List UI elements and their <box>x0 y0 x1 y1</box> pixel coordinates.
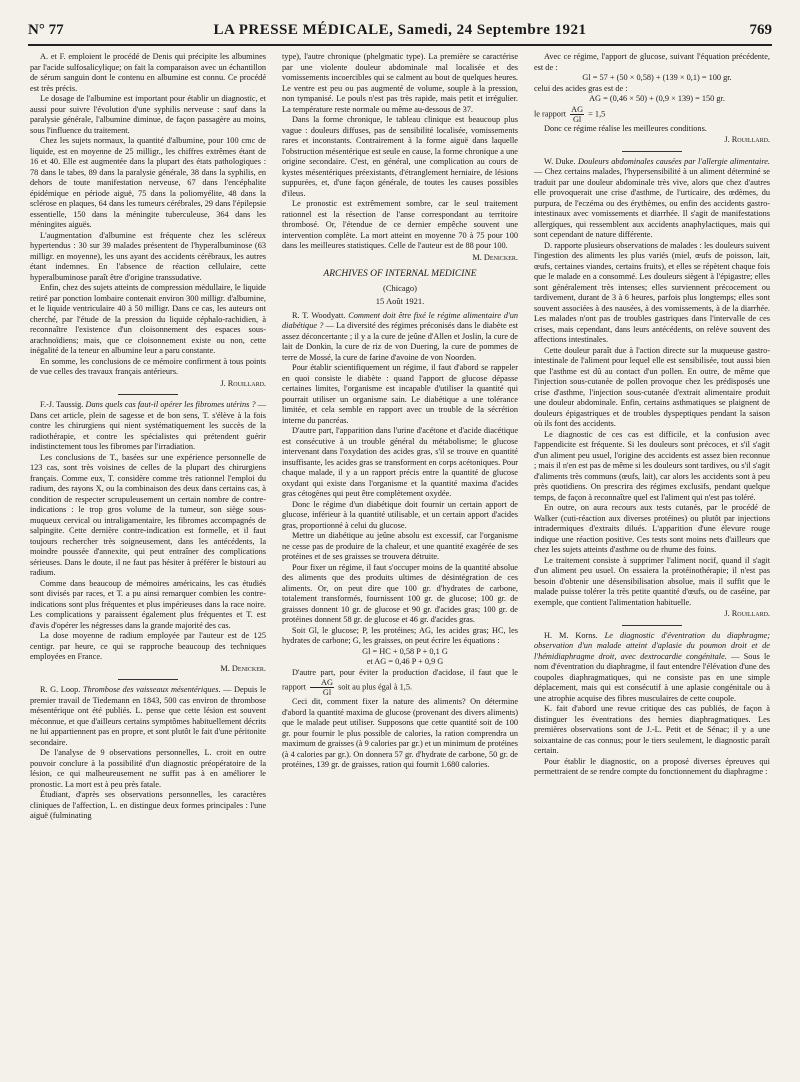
paragraph: L'augmentation d'albumine est fréquente chez les scléreux hypertendus : 30 sur 39 malades présentent de l'hyperalbuminose (63 milligr. en moyenne), les uns ayant des accidents cérébraux, les autres étant indemnes. En l'absence de réaction cellulaire, cette hyperalbuminose paraît être d'origine transsudative. <box>30 230 266 282</box>
paragraph: Les conclusions de T., basées sur une expérience personnelle de 123 cas, sont très voisines de celles de la plupart des chirurgiens français. Comme eux, T. considère comme très rationnel l'emploi du radium, des rayons X, ou la combinaison des deux dans certains cas, à condition de respecter scrupuleusement un certain nombre de contre-indications : le trop gros volume de la tumeur, son siège sous-muqueux cervical ou intraligamentaire, les fibromes accompagnés de salpingite. Cette dernière contre-indication est formelle, et il faut toujours rechercher très soigneusement, dans les antécédents, la moindre poussée d'annexite, qui peut entraîner des complications sérieuses. Dans le doute, il ne faut pas hésiter à préférer le bistouri au radium. <box>30 452 266 577</box>
paragraph-ratio <box>282 668 518 698</box>
equation-glucose: Gl = HC + 0,58 P + 0,1 G <box>362 646 448 656</box>
article-body: — Depuis le premier travail de Tiedemann en 1843, 500 cas environ de thrombose mésentérique ont été publiés. L. pense que cette lésion est souvent méconnue, et que d'ailleurs certains symptômes habituellement décrits ne lui appartiennent pas en propre, et sont plutôt le fait d'une péritonite secondaire. <box>30 685 267 747</box>
article-body: — Chez certains malades, l'hypersensibilité à un aliment déterminé se traduit par une douleur abdominale très vive, alors que chez d'autres elle provoquerait une crise d'asthme, de l'urticaire, des œdèmes, du purpura, de l'eczéma ou des érythèmes, ou enfin des accidents gastro-intestinaux avec vomissements et diarrhée. Il s'agit de manifestations allergiques, qui ressemblent aux accidents anaphylactiques, mais qui sont cependant de nature différente. <box>534 167 770 239</box>
paragraph: De l'analyse de 9 observations personnelles, L. croit en outre pouvoir conclure à la possibilité d'un diagnostic préopératoire de la lésion, ce qui malheureusement ne suffit pas à en améliorer le pronostic. La mort est à peu près fatale. <box>30 748 266 789</box>
paragraph: Avec ce régime, l'apport de glucose, suivant l'équation précédente, est de : <box>534 52 770 72</box>
page-number: 769 <box>749 22 772 38</box>
article-author: R. T. Woodyatt. <box>292 310 346 320</box>
paragraph: Pour fixer un régime, il faut s'occuper moins de la quantité absolue des aliments que des produits ultimes de désintégration de ces aliments. Or, on peut dire que 100 gr. d'hydrates de carbone, totalement transformés, fournissent 100 gr. de glucose; 100 gr. de graisses donnent 10 gr. de glucose et 90 gr. d'acides gras; 100 gr. de protéines donnent 58 gr. de glucose et 46 gr. d'acides gras. <box>282 562 518 624</box>
equation-acids-result: AG = (0,46 × 50) + (0,9 × 139) = 150 gr. <box>589 94 725 103</box>
article-title: Comment doit être fixé le régime alimentaire d'un diabétique ? <box>282 310 518 330</box>
signature: J. Rouillard. <box>724 135 770 144</box>
article-intro <box>30 685 266 748</box>
equation-acids: et AG = 0,46 P + 0,9 G <box>366 657 444 666</box>
paragraph: Comme dans beaucoup de mémoires américains, les cas étudiés sont divisés par races, et T. a pu ainsi remarquer combien les contre-indications sont plus fréquentes et plus impérieuses dans la race noire. Les complications y paraissent également plus fréquentes et T. est d'avis d'opérer les négresses dans la grande majorité des cas. <box>30 578 266 630</box>
fraction-numerator: AG <box>310 678 334 688</box>
equation-glucose-result: Gl = 57 + (50 × 0,58) + (139 × 0,1) = 100 gr. <box>582 73 732 82</box>
section-separator <box>622 151 682 152</box>
article-body: — La diversité des régimes préconisés dans le diabète est assez déconcertante ; il y a la cure de jeûne d'Allen et Joslin, la cure de lait de Donkin, la cure de riz de von Duering, la cure de pommes de terre de Mossé, la cure de farine d'avoine de von Noorden. <box>282 321 518 362</box>
paragraph: Le traitement consiste à supprimer l'aliment nocif, quand il s'agit d'un aliment peu usuel. On essaiera la protéinothérapie; il n'est pas besoin d'obtenir une désensibilisation absolue, mais il suffit que le malade puisse tolérer la très petite quantité d'œufs, ou de caséine, par exemple, que contient l'alimentation habituelle. <box>534 555 770 607</box>
paragraph: D'autre part, l'apparition dans l'urine d'acétone et d'acide diacétique est consécutive à un trouble général du métabolisme; le glucose intervenant dans l'oxydation des acides gras, s'il se trouve en quantité insuffisante, les acides gras se transforment en corps acétoniques. Pour chaque malade, il y a un rapport précis entre la quantité de glucose oxydant qui existe dans l'organisme et la quantité maxima d'acides gras cétogènes qui peut être complètement oxydée. <box>282 426 518 498</box>
paragraph: En outre, on aura recours aux tests cutanés, par le procédé de Walker (cuti-réaction aux diverses protéines) ou plutôt par injections intradermiques d'extraits dilués. L'apparition d'une élevure rouge indique une réaction positive. Ces tests sont moins nets d'ailleurs que chez les sujets atteints d'asthme ou de rhume des foins. <box>534 503 770 554</box>
ratio-text: D'autre part, pour éviter la production d'acidose, il faut que le rapport <box>282 667 518 692</box>
paragraph: La dose moyenne de radium employée par l'auteur est de 125 centigr. par heure, ce qui se rapproche beaucoup des techniques employées en France. <box>30 631 266 661</box>
article-intro <box>30 400 266 453</box>
paragraph: Étudiant, d'après ses observations personnelles, les caractères cliniques de l'affection, L. en distingue deux formes principales : l'une aiguë (fulminating <box>30 790 266 820</box>
paragraph: Le dosage de l'albumine est important pour établir un diagnostic, et aussi pour suivre l'évolution d'une syphilis nerveuse : sauf dans la paralysie générale, l'albumine diminue, de façon passagère au moins, sous l'influence du traitement. <box>30 94 266 135</box>
paragraph: Pour établir le diagnostic, on a proposé diverses épreuves qui permettraient de se rendre compte du fonctionnement du diaphragme : <box>534 756 770 776</box>
journal-date: 15 Août 1921. <box>375 296 425 306</box>
article-title: Thrombose des vaisseaux mésentériques. <box>82 685 221 694</box>
article-author: W. Duke. <box>544 156 576 166</box>
article-intro <box>534 631 770 705</box>
fraction-denominator: Gl <box>322 688 332 697</box>
paragraph: A. et F. emploient le procédé de Denis qui précipite les albumines par l'acide sulfosalicylique; on fait la comparaison avec un échantillon de sérum sanguin dont le contenu en albumine est connu. Ce procédé est très précis. <box>30 52 266 93</box>
paragraph: Donc le régime d'un diabétique doit fournir un certain apport de glucose, inférieur à la quantité utilisable, et un certain apport d'acides gras, proportionné à celui du glucose. <box>282 499 518 530</box>
article-intro <box>534 157 770 241</box>
paragraph: Mettre un diabétique au jeûne absolu est excessif, car l'organisme ne cesse pas de produire de la chaleur, et une quantité exagérée de ses protéines et de ses graisses se trouvera détruite. <box>282 531 518 561</box>
paragraph: K. fait d'abord une revue critique des cas publiés, de façon à distinguer les éventrations des hernies diaphragmatiques. Les premières observations sont de J.-L. Petit et de Sénac; il y a une soixantaine de cas connus; pour le tiers seulement, le diagnostic paraît certain. <box>534 704 770 755</box>
paragraph: Le diagnostic de ces cas est difficile, et la confusion avec l'appendicite est fréquente. Si les douleurs sont précoces, et s'il s'agit d'un aliment peu usuel, l'origine des accidents est assez bien reconnue ; mais il n'en est pas de même si les douleurs sont tardives, ou s'il s'agit d'aliments très communs (œufs, lait), car alors les accidents sont à peu près quotidiens. On prescrira des régimes exclusifs, pendant quelque temps, de façon à reconnaître quel est l'aliment qui n'est pas toléré. <box>534 429 770 502</box>
column-1 <box>30 52 266 822</box>
page-header <box>28 20 772 42</box>
section-separator <box>118 679 178 680</box>
article-author: R. G. Loop. <box>40 685 81 694</box>
article-body: — Dans cet article, plein de sagesse et de bon sens, T. s'élève à la fois contre les chirurgiens qui nient systématiquement les succès de la radiothérapie, et contre les spécialistes qui prétendent guérir indistinctement tous les fibromes par l'irradiation. <box>30 400 267 451</box>
article-body: — Sous le nom d'éventration du diaphragme, il faut entendre l'élévation d'une des coupoles diaphragmatiques, qui ne consiste pas en une simple déplacement, mais qui est consécutif à une aplasie congénitale ou à une atrophie acquise des fibres musculaires de cette coupole. <box>534 651 770 703</box>
journal-city: (Chicago) <box>383 282 417 293</box>
issue-number: N° 77 <box>28 22 64 38</box>
article-title: Dans quels cas faut-il opérer les fibromes utérins ? <box>85 400 256 409</box>
column-2 <box>282 52 518 771</box>
article-title: Douleurs abdominales causées par l'allergie alimentaire. <box>577 156 770 166</box>
header-rule <box>28 44 772 46</box>
paragraph: type), l'autre chronique (phelgmatic type). La première se caractérise par une violente douleur abdominale mal localisée et des vomissements incoercibles qui se calment au bout de quelques heures. Le ventre est peu ou pas augmenté de volume, souple à la pression, non tympanisé. Le pouls n'est pas très rapide, mais petit et irrégulier. La température reste normale ou même au-dessous de 37. <box>282 52 518 114</box>
paragraph: Soit Gl, le glucose; P, les protéines; AG, les acides gras; HC, les hydrates de carbone; G, les graisses, on peut écrire les équations : <box>282 625 518 645</box>
paragraph: Donc ce régime réalise les meilleures conditions. <box>544 123 707 133</box>
publication-title: LA PRESSE MÉDICALE, Samedi, 24 Septembre 1921 <box>213 22 587 38</box>
article-title: Le diagnostic d'éventration du diaphragme; observation d'un malade atteint d'aplasie du poumon droit et de l'hémidiaphragme droit, avec dextrocardie congénitale. <box>534 630 771 661</box>
signature: J. Rouillard. <box>724 609 770 618</box>
signature: M. Denicker. <box>220 663 266 673</box>
paragraph: Cette douleur paraît due à l'action directe sur la muqueuse gastro-intestinale de l'aliment pour lequel elle est sensibilisée, tout aussi bien que l'asthme est dû au contact d'un pollen. En outre, de même que l'injection sous-cutanée de pollen provoque chez les prédisposés une crise d'asthme, l'injection sous-cutanée d'extrait alimentaire produit une douleur abdominale. Enfin, certains asthmatiques se plaignent de douleurs épigastriques et de troubles dyspeptiques pendant la saison où ils font des accidents. <box>534 345 770 428</box>
paragraph: D. rapporte plusieurs observations de malades : les douleurs suivent l'ingestion des aliments les plus variés (miel, œufs de poisson, lait, œufs, certaines viandes, certains fruits), et elles se répètent chaque fois que le malade en a consommé. Les douleurs siègent à l'épigastre; elles sont généralement très intenses; elles surviennent précocement ou tardivement, durant de 3 à 6 heures, parfois plus longtemps; elles sont souvent associées à des nausées, à des vomissements, à de la diarrhée. Les malades n'ont pas de troubles gastriques dans l'intervalle de ces crises, mais cependant, dans leurs antécédents, on relève souvent des affections intestinales. <box>534 240 770 344</box>
column-3 <box>534 52 770 778</box>
signature: M. Denicker. <box>472 252 518 262</box>
paragraph: Chez les sujets normaux, la quantité d'albumine, pour 100 cmc de liquide, est en moyenne de 25 milligr., les chiffres extrêmes étant de 16 et 40. Elle est augmentée dans la plupart des états pathologiques : 78 dans le tabes, 89 dans la paralysie générale, 38 dans la syphilis, en dehors de toute manifestation nerveuse, 67 dans l'encéphalite épidémique en période aiguë, 75 dans la poliomyélite, 48 dans la sclérose en plaques, 64 dans les tumeurs cérébrales, 29 dans l'épilepsie essentielle, 150 dans la méningite tuberculeuse, 364 dans les méningites aiguës. <box>30 136 266 229</box>
paragraph: Dans la forme chronique, le tableau clinique est beaucoup plus vague : douleurs diffuses, pas de sensibilité localisée, vomissements rares et inconstants. Contrairement à la forme aiguë dans laquelle l'obstruction mésentérique est seule en cause, la forme chronique a une origine secondaire. C'est, en général, une complication au cours de kystes mésentériques préexistants, d'étranglement herniaire, de lésions suppurées, et, d'une façon générale, de toutes les causes possibles d'ileus. <box>282 115 518 198</box>
paragraph: Ceci dit, comment fixer la nature des aliments? On détermine d'abord la quantité maxima de glucose (provenant des divers aliments) que le malade peut utiliser. Supposons que cette quantité soit de 100 gr. pour fournir le plus possible de calories, la ration comprendra un maximum de graisses (à 9 calories par gr.) et un minimum de protéines (à 4 calories par gr.). On donnera 57 gr. d'hydrate de carbone, 50 gr. de protéines, 139 gr. de graisses, ration qui fournit 1.680 calories. <box>282 697 518 769</box>
article-author: F.-J. Taussig. <box>40 400 84 409</box>
paragraph: Le pronostic est extrêmement sombre, car le seul traitement rationnel est la résection de l'anse correspondant au territoire thrombosé. Or, l'étendue de ce dernier empêche souvent une intervention complète. La mort atteint en moyenne 70 à 75 pour 100 dans les meilleures statistiques. Celle de l'auteur est de 88 pour 100. <box>282 199 518 250</box>
ratio-text: soit au plus égal à 1,5. <box>338 682 413 692</box>
article-author: H. M. Korns. <box>544 630 598 640</box>
section-separator <box>118 394 178 395</box>
ratio-fraction <box>310 678 334 697</box>
paragraph: En somme, les conclusions de ce mémoire confirment à tous points de vue celles des travaux français antérieurs. <box>30 356 266 376</box>
signature: J. Rouillard. <box>220 378 266 388</box>
fraction-denominator: Gl <box>572 114 582 124</box>
paragraph: Pour établir scientifiquement un régime, il faut d'abord se rappeler en quoi consiste le diabète : quand l'apport de glucose dépasse certaines limites, l'organisme est incapable d'utiliser la quantité qui pourrait utiliser un organisme sain. Le diabétique a une tolérance limitée, et cela semble en rapport avec un trouble de la sécrétion interne du pancréas. <box>282 363 518 425</box>
ratio-text: le rapport <box>534 108 567 118</box>
ratio-line <box>534 105 770 124</box>
ratio-text: = 1,5 <box>588 108 606 118</box>
section-separator <box>622 625 682 626</box>
journal-heading: ARCHIVES OF INTERNAL MEDICINE <box>323 269 477 279</box>
paragraph: celui des acides gras est de : <box>534 83 628 93</box>
ratio-fraction <box>570 105 584 124</box>
paragraph: Enfin, chez des sujets atteints de compression médullaire, le liquide retiré par ponction lombaire contenait environ 300 milligr. d'albumine, et le liquide ventriculaire 40 à 50 milligr. Dans ce cas, les auteurs ont cherché, par l'étude de la pression du liquide céphalo-rachidien, à reconnaître l'existence d'un cloisonnement des espaces sous-arachnoïdiens; mais, que ce cloisonnement existe ou non, cette inégalité de la teneur en albumine leur a paru constante. <box>30 283 266 355</box>
article-intro <box>282 311 518 364</box>
fraction-numerator: AG <box>571 104 584 114</box>
